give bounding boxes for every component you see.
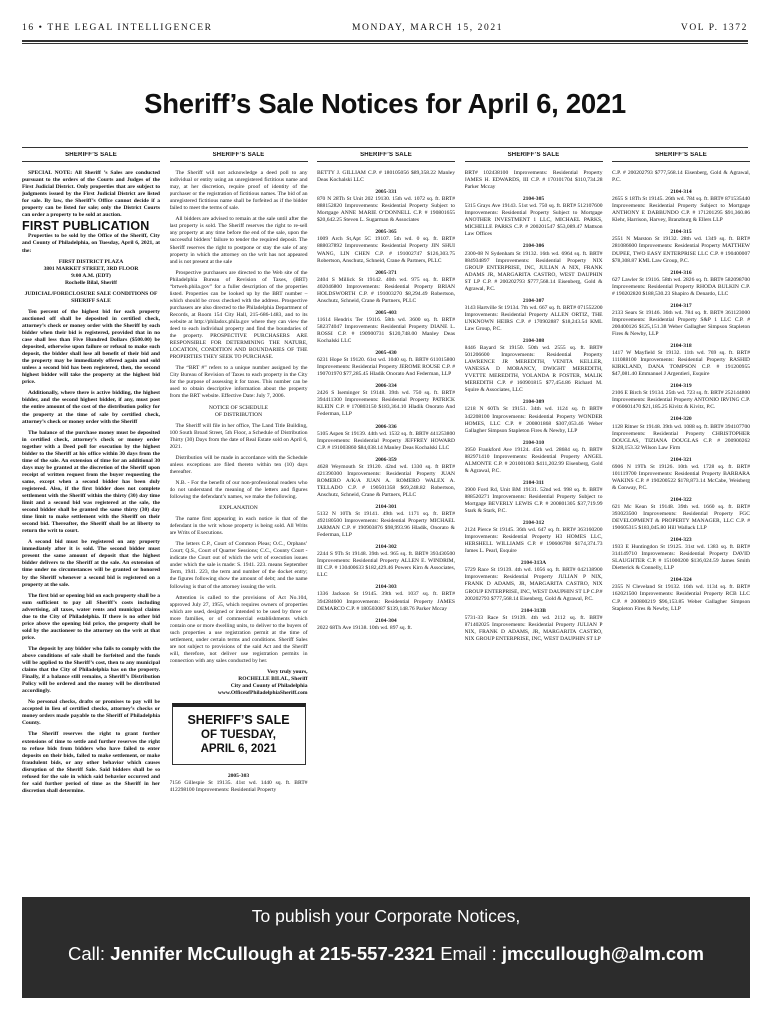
listing-text: 1933 E Huntingdon St 19125. 31st wd. 1383 sq. ft. BRT# 314149710 Improvements: Residential Property DAVID SLAUGHTER C.P. # 151000200 $136,024.59 James Smith Dietterick & Connelly, LLP [612,544,750,572]
listing-text: 5731-33 Race St 19139. 4th wd. 2112 sq. ft. BRT# 871402025 Improvements: Residential Property JULIAN P NIX, FRANK D ADAMS, JR, MARGARITA CASTRO, NIX GROUP ENTERPRISE, INC, WEST DAUPHIN ST LP [464,614,603,642]
property-listing [612,537,750,572]
listing-text: 2655 S 18Th St 19145. 26th wd. 784 sq. ft. BRT# 871535440 Improvements: Residential Property Subject to Mortgage ANTHONY E DABBUNDO C.P. # 171201295 $91,360.86 Klehr, Harrison, Harvey, Branzburg & Ellers LLP [612,196,750,224]
column-header: SHERIFF’S SALE [317,152,455,162]
conditions-title: JUDICIAL/FORECLOSURE SALE CONDITIONS OF SHERIFF SALE [24,290,158,304]
title-rule [22,147,748,148]
property-listing [465,298,603,333]
property-listing [465,440,603,475]
sale-location [22,259,160,287]
listing-text: 2355 N Cleveland St 19132. 16th wd. 1134 sq. ft. BRT# 162021500 Improvements: Residential Property RCB LLC C.P. # 200800219 $96,153.85 Weber Gallagher Simpson Stapleton Fires & Newby, LLP [612,584,750,612]
listing-number: 2005-430 [375,350,397,357]
property-listing [465,243,603,292]
property-listing [612,229,750,264]
column-header: SHERIFF’S SALE [22,152,160,162]
signoff-line: ROCHELLE BILAL, Sheriff [238,676,308,683]
property-listing [612,457,750,492]
condition-paragraph: The balance of the purchase money must be deposited in certified check, attorney’s check or money order together with a Deed poll for execution by the highest bidder to the Sheriff at his office within 30 days from the time of the sale. An extension of time for an additional 30 days may be granted at the discretion of the Sheriff upon receipt of written request from the buyer requesting the same, except when a second bidder has been duly registered. Also, if the first bidder does not complete settlement with the Sheriff within the thirty (30) day time limit and a second bid was registered at the sale, the second bidder shall be granted the same thirty (30) day time limit to make settlement with the Sheriff on their second bid. Thereafter, the Sheriff shall be at liberty to return the writ to court. [22,429,160,535]
listing-number: 2104-306 [522,243,545,250]
listing-number: 2104-324 [670,577,692,584]
listing-text: 3900 Ford Rd, Unit BM 19131. 52nd wd. 998 sq. ft. BRT# 888520271 Improvements: Residential Property Subject to Mortgage BEVERLY LEWIS C.P. # 200801305 $37,719.99 Stark & Stark, P.C. [464,486,603,515]
listing-number: 2005-303 [227,773,250,780]
ad-call-label: Call: [68,943,111,964]
column-header: SHERIFF’S SALE [170,152,308,162]
listing-text: 1336 Jackson St 19145. 39th wd. 1037 sq. ft. BRT# 394284600 Improvements: Residential Property JAMES DEMARCO C.P. # 180503087 $139,148.76 Parker Mccay [317,591,455,612]
listing-number: 2104-310 [522,439,545,446]
running-head [22,23,748,35]
box-line: APRIL 6, 2021 [200,743,277,756]
listing-text: 2133 Sears St 19146. 36th wd. 784 sq. ft. BRT# 361123000 Improvements: Residential Property S&P 1 LLC C.P. # 200400126 $125,151.38 Weber Gallagher Simpson Stapleton Fires & Newby, LLP [612,309,750,337]
listing-text: 3950 Frankford Ave 19124. 45th wd. 28684 sq. ft. BRT# 882971410 Improvements: Residential Property ANGEL ALMONTE C.P. # 201001083 $411,202.99 Eisenberg, Gold & Agrawal, P.C. [464,446,603,474]
property-listing [612,577,750,612]
listing-text: 2300-08 N Sydenham St 19132. 16th wd. 6964 sq. ft. BRT# 884934897 Improvements: Residential Property NIX GROUP ENTERPRISE, INC, JULIAN A NIX, FRANK ADAMS JR, MARGARITA CASTRO, WEST DAUPHIN ST LP C.P. # 200202793 $777,568.14 Eisenberg, Gold & Agrawal, P.C. [464,250,603,292]
notice-paragraph: N.B. - For the benefit of our non-professional readers who do not understand the meaning of the letters and figures following the defendant’s names, we make the following. [169,479,308,501]
property-listing [612,497,750,532]
location-line: 9:00 A.M. (EDT) [71,272,111,279]
listing-number: 2005-331 [375,189,397,196]
notice-title [170,405,308,419]
listing-number: 2104-317 [670,302,692,309]
listing-text: 1009 Arch St,Apt 5C 19107. 5th wd. 0 sq. ft. BRT# 888037892 Improvements: Residential Property JIN SHUI WANG, LIN CHEN C.P. # 191002747 $126,303.75 Robertson, Anschutz, Schneid, Crane & Partners, PLLC [317,236,455,264]
sheriff-signoff [170,669,308,697]
corporate-notices-ad [22,897,750,998]
column-2 [170,152,308,894]
listing-text: 2404 S Millick St 19142. 40th wd. 975 sq. ft. BRT# 402046800 Improvements: Residential Property BRIAN HOLDSWORTH C.P. # 191003270 $8,294.49 Robertson, Anschutz, Schneid, Crane & Partners, PLLC [317,276,455,304]
condition-paragraph: The first bid or opening bid on each property shall be a sum sufficient to pay all Sheriff’s costs including advertising, all taxes, water rents and municipal claims due to the City of Philadelphia. If there is no other bid price above the opening bid price, the property shall be sold by the auctioneer to the attorney on the writ at that price. [22,592,160,641]
listing-text: 7156 Gillespie St 19135. 41st wd. 1440 sq. ft. BRT# 412298100 Improvements: Residential Property [169,780,308,794]
listing-text: 870 N 28Th St Unit 202 19130. 15th wd. 1072 sq. ft. BRT# 888152820 Improvements: Residential Property Subject to Mortgage ANNE MARIE O’DONNELL C.P. # 190801655 $20,642.25 Steven L. Sugarman & Associates [317,196,455,224]
condition-paragraph: Ten percent of the highest bid for each property auctioned off shall be deposited in certified check, attorney’s check or money order with the Sheriff by each bidder when their bid is registered, provided that in no case shall less than Five Hundred Dollars ($500.00) be deposited, otherwise upon failure or refusal to make such deposit, the bidder shall lose all benefit of their bid and the property may be immediately offered again and sold unless a second bid has been registered, then, the second highest bidder will take the property at the highest bid price. [22,308,160,386]
location-line: Rochelle Bilal, Sheriff [65,279,117,286]
listing-number: 2005-403 [375,309,397,316]
listing-number: 2104-304 [375,617,397,624]
property-listing [465,560,603,602]
condition-paragraph: The Sheriff will not acknowledge a deed poll to any individual or entity using an unregistered fictitious name and may, at her discretion, require proof of identity of the purchaser or the registration of fictitious names. The bid of an unregistered fictitious name shall be forfeited as if the bidder failed to meet the terms of sale. [169,170,308,212]
location-line: 3801 MARKET STREET, 3RD FLOOR [43,265,139,272]
condition-paragraph: The deposit by any bidder who fails to comply with the above conditions of sale shall be forfeited and the funds will be applied to the Sheriff’s cost, then to any municipal claims that the City of Philadelphia has on the property. Finally, if a balance still remains, a Sheriff’s Distribution Policy will be ordered and the money will be distributed accordingly. [22,645,160,695]
special-note: SPECIAL NOTE: All Sheriff ’s Sales are conducted pursuant to the orders of the Courts and Judges of the First Judicial District. Only properties that are subject to judgments issued by the First Judicial District are listed for sale. By law, the Sheriff’s Office cannot decide if a property can be listed for sale; only the District Courts can order a property to be sold at auction. [22,170,160,219]
property-listing [317,424,455,452]
property-listing [612,270,750,298]
listing-number: 2104-319 [670,383,692,390]
column-1 [22,152,160,894]
listing-number: 2104-312 [522,520,545,527]
header-rule-thin [22,43,748,44]
listing-text: BRT# 102438100 Improvements: Residential Property JAMES H. EDWARDS, III C.P. # 170101704 $110,734.28 Parker Mccay [464,170,603,191]
condition-paragraph: Prospective purchasers are directed to the Web site of the Philadelphia Bureau of Revision of Taxes, (BRT) “brtweb.phila.gov” for a fuller description of the properties listed. Properties can be looked up by the BRT number – which should be cross checked with the address. Prospective purchasers are also directed to the Philadelphia Department of Records, at Room 154 City Hall, 215-686-1483, and to its website at http://philadox.phila.gov where they can view the deed to each individual property and find the boundaries of the property. PROSPECTIVE PURCHASERS ARE RESPONSIBLE FOR DETERMINING THE NATURE, LOCATION, CONDITION AND BOUNDARIES OF THE PROPERTIES THEY SEEK TO PURCHASE. [169,269,308,361]
column-3 [317,152,455,894]
column-4 [465,152,603,894]
condition-paragraph: No personal checks, drafts or promises to pay will be accepted in lieu of certified checks, attorney’s checks or money orders made payable to the Sheriff of Philadelphia County. [22,699,160,727]
listing-text: 11614 Hendrix Ter 19116. 58th wd. 3600 sq. ft. BRT# 582374047 Improvements: Residential Property DIANE L. ROSSI C.P. # 190900731 $120,748.00 Manley Deas Kochalski LLC [317,316,455,345]
page-and-publication: 16 • THE LEGAL INTELLIGENCER [22,23,213,33]
listing-number: 2006-334 [375,383,397,390]
listing-text: 627 Lawler St 19116. 58th wd. 2826 sq. ft. BRT# 582098700 Improvements: Residential Property RHODA BULKIN C.P. # 190202820 $188,530.23 Shapiro & Denardo, LLC [612,276,750,297]
listing-number: 2104-301 [375,503,397,510]
ad-headline: To publish your Corporate Notices, [251,906,521,926]
issue-date: MONDAY, MARCH 15, 2021 [352,23,504,33]
listing-text: 5729 Race St 19139. 4th wd. 1056 sq. ft. BRT# 042138900 Improvements: Residential Property JULIAN P NIX, FRANK D ADAMS, JR, MARGARITA CASTRO, NIX GROUP ENTERPRISE, INC, WEST DAUPHIN ST LP C.P.# 200202793 $777,568.14 Eisenberg, Gold & Agrawal, P.C. [464,567,603,602]
explanation-paragraph: The letters C.P., Court of Common Pleas; O.C., Orphans’ Court; Q.S., Court of Quarter Sessions; C.C., County Court - indicate the Court out of which the writ of execution issues under which the sale is made: S. 1941. 223. means September Term, 1941. 223, the term and number of the docket entry; the figures following show the amount of debt; and the name following is that of the attorney issuing the writ. [169,541,308,590]
listing-number: 2104-318 [670,343,692,350]
property-listing [317,350,455,378]
sale-date-box [172,703,306,765]
listing-text: 2022 68Th Ave 19138. 10th wd. 897 sq. ft. [317,624,413,631]
ad-email-label: Email : [435,943,502,964]
listing-text: 2124 Pierce St 19145. 36th wd. 647 sq. ft. BRT# 363160200 Improvements: Residential Property H3 HOMES LLC, HERSHELL WILLIAMS C.P. # 190606708 $174,374.73 James L. Pearl, Esquire [464,527,603,555]
listing-text: BETTY J. GILLIAM C.P. # 180105056 $89,358.22 Manley Deas Kochalski LLC [317,170,455,184]
signoff-line: Very truly yours, [267,669,308,676]
property-listing [612,343,750,378]
listing-text: 2106 E Birch St 19134. 25th wd. 723 sq. ft. BRT# 252144800 Improvements: Residential Property ANTONIO IRVING C.P. # 060601470 $21,185.25 Kivitz & Kivitz, P.C. [612,390,750,411]
listing-number: 2104-315 [670,229,692,236]
listing-text: 5105 Aspen St 19139. 44th wd. 1532 sq. ft. BRT# 441253800 Improvements: Residential Property JEFFREY HOWARD C.P. # 191003860 $84,038.14 Manley Deas Kochalski LLC [317,430,455,451]
notice-paragraph: The Sheriff will file in her office, The Land Title Building, 100 South Broad Street, 5th Floor, a Schedule of Distribution Thirty (30) Days from the date of Real Estate sold on April 6, 2021. [169,422,308,450]
explanation-title: EXPLANATION [219,505,258,512]
listing-number: 2005-365 [375,229,397,236]
property-listing [465,399,603,434]
property-listing [317,457,455,499]
ad-contact-line [22,943,750,965]
notice-columns [22,152,750,894]
property-listing [317,383,455,418]
listing-text: 8446 Bayard St 19150. 50th wd. 2555 sq. ft. BRT# 501206600 Improvements: Residential Property LAWRENCE JR MEREDITH, VENITA KELLER, VANESSA D MORANCY, DWIGHT MEREDITH, YVETTE MEREDITH, YOLANDA R FOSTER, MALIK MEREDITH C.P. # 160901815 $77,454.86 Richard M. Squire & Associates, LLC [464,345,603,394]
explanation-paragraph: The name first appearing in each notice is that of the defendant in the writ whose property is being sold. All Writs are Writs of Executions. [169,516,308,537]
listing-text: 4628 Weymouth St 19120. 42nd wd. 1330 sq. ft BRT# 421390300 Improvements: Residential Property JUAN ROMERO A/K/A JUAN A. ROMERO WALEX A. TELLADO C.P. # 190501358 $69,248.82 Robertson, Anschutz, Schneid, Crane & Partners, PLLC [317,463,455,498]
listing-number: 2104-321 [670,456,692,463]
header-rule [22,40,748,42]
page-title: Sheriff’s Sale Notices for April 6, 2021 [144,88,626,119]
notice-title-line: OF DISTRIBUTION [214,411,263,418]
column-5 [612,152,750,894]
ad-contact-name-phone: Jennifer McCullough at 215-557-2321 [110,943,436,964]
listing-text: C.P. # 200202793 $777,568.14 Eisenberg, Gold & Agrawal, P.C. [612,170,750,184]
listing-number: 2104-302 [375,544,397,551]
property-listing [612,170,750,184]
property-listing [465,196,603,238]
listing-text: 2426 S Iseminger St 19148. 39th wd. 750 sq. ft. BRT# 394411300 Improvements: Residential Property PATRICK KLEIN C.P. # 170803150 $183,364.10 Hladik Onorato And Federman, LLP [317,390,455,418]
property-listing [317,618,455,632]
property-listing [317,189,455,224]
condition-paragraph: The Sheriff reserves the right to grant further extensions of time to settle and further reserves the right to refuse bids from bidders who have failed to enter deposits on their bids, failed to make settlement, or make fraudulent bids, or any other behavior which causes disruption of the Sheriff Sale. Said bidders shall be so refused for the sale in which said behavior occurred and for said further period of time as the Sheriff in her discretion shall determine. [22,731,160,794]
listing-text: 6906 N 19Th St 19126. 10th wd. 1728 sq. ft. BRT# 101119700 Improvements: Residential Property BARBARA WAKINS C.P. # 190200522 $178,873.14 McCabe, Weisberg & Conway, P.C. [612,463,750,491]
publication-title: FIRST PUBLICATION [22,219,150,234]
property-listing [465,170,603,191]
location-line: FIRST DISTRICT PLAZA [58,258,124,265]
notice-paragraph: Distribution will be made in accordance with the Schedule unless exceptions are filed thereto within ten (10) days thereafter. [169,454,308,475]
condition-paragraph: All bidders are advised to remain at the sale until after the last property is sold. The Sheriff reserves the right to re-sell any property at any time before the end of the sale, upon the successful bidders’ failure to tender the required deposit. The Sheriff reserves the right to postpone or stay the sale of any property in which the attorney on the writ has not appeared and is not present at the sale [169,216,308,265]
box-line: SHERIFF’S SALE [187,713,290,728]
property-listing [612,416,750,451]
property-listing [465,338,603,394]
property-listing [317,504,455,539]
signoff-link[interactable]: www.OfficeofPhiladelphiaSheriff.com [217,690,308,697]
ad-email-link[interactable]: jmccullough@alm.com [501,943,704,964]
property-listing [317,229,455,264]
signoff-line: City and County of Philadelphia [230,683,308,690]
listing-text: 5315 Grays Ave 19143. 51st wd. 750 sq. ft. BRT# 512107600 Improvements: Residential Property Subject to Mortgage ANOTHER INVESTMENT 1 LLC, MICHAEL PARKS, MICHELLE PARKS C.P. # 200201547 $53,089.47 Mattson Law Offices [464,203,603,238]
property-listing [465,480,603,515]
listing-text: 5132 N 10Th St 19141. 49th wd. 1171 sq. ft. BRT# 492180500 Improvements: Residential Property MICHAEL JARMAN C.P. # 190903876 $98,993.96 Hladik, Onorato & Federman, LLP [317,511,455,539]
listing-number: 2104-322 [670,496,692,503]
listing-text: 6231 Hope St 19120. 61st wd. 1040 sq. ft. BRT# 611015800 Improvements: Residential Property JEROME ROUSE C.P. # 190701970 $77,285.45 Hladik Onorato And Federman, LLP [317,357,455,378]
property-listing [612,303,750,338]
condition-paragraph: A second bid must be registered on any property immediately after it is sold. The second bidder must present the same amount of deposit that the highest bidder delivers to the Sheriff at the sale. An extension of time under no circumstances will be granted or honored by the Sheriff whenever a second bid is registered on a property at the sale. [22,539,160,588]
property-listing [317,270,455,305]
listing-number: 2104-309 [522,399,545,406]
listing-number: 2006-359 [375,456,397,463]
listing-text: 2244 S 9Th St 19148. 39th wd. 965 sq. ft. BRT# 393430500 Improvements: Residential Property ALLEN E. WINDRIM, III C.P. # 130400633 $182,429.46 Powers Kirn & Associates, LLC [317,551,455,579]
property-listing [170,773,308,794]
listing-number: 2104-314 [670,189,692,196]
property-listing [317,544,455,579]
listing-text: 1218 N 60Th St 19151. 34th wd. 1124 sq. ft BRT# 342208100 Improvements: Residential Property WONDER HOMES, LLC C.P. # 200801868 $307,053.46 Weber Gallagher Simpson Stapleton Fires & Newby, LLP [464,406,603,434]
listing-number: 2104-311 [523,479,544,486]
listing-number: 2104-313A [520,560,547,567]
property-listing [612,383,750,411]
listing-text: 1128 Ritner St 19148. 39th wd. 1088 sq. ft. BRT# 394107700 Improvements: Residential Property CHRISTOPHER DOUGLAS, TIZIANA DOUGLAS C.P. # 200900262 $128,153.32 Wilson Law Firm [612,423,750,451]
condition-paragraph: The “BRT #” refers to a unique number assigned by the City Bureau of Revision of Taxes to each property in the City for the purpose of assessing it for taxes. This number can be used to obtain descriptive information about the property from the BRT website. Effective Date: July 7, 2006. [169,365,308,400]
listing-number: 2104-320 [670,416,692,423]
listing-number: 2104-313B [521,607,546,614]
listing-number: 2104-303 [375,584,397,591]
listing-text: 621 Mc Kean St 19148. 39th wd. 1660 sq. ft. BRT# 393023500 Improvements: Residential Property FGC DEVELOPMENT & PROPERTY MANAGER, LLC C.P. # 190605315 $183,045.80 Hill Wallack LLP [612,503,750,532]
listing-number: 2005-371 [375,269,397,276]
box-line: OF TUESDAY, [201,729,276,742]
listing-number: 2006-336 [375,423,397,430]
notice-title-line: NOTICE OF SCHEDULE [208,404,269,411]
listing-text: 3143 Hartville St 19134. 7th wd. 667 sq. ft. BRT# 071552200 Improvements: Residential Property ALLEN ORTIZ, THE UNKNOWN HEIRS C.P. # 170902887 $18,243.54 KML Law Group, P.C. [464,304,603,332]
property-listing [465,520,603,555]
condition-paragraph: Additionally, where there is active bidding, the highest bidder, and the second highest bidder, if any, must post the entire amount of the cost of the distribution policy for the property at the time of sale by certified check, attorney’s check or money order with the Sheriff [22,390,160,425]
property-listing [317,170,455,184]
property-listing [317,584,455,612]
property-listing [612,189,750,224]
property-listing [465,608,603,643]
listing-text: 1417 W Mayfield St 19132. 11th wd. 769 sq. ft. BRT# 111088100 Improvements: Residential Property RASHID KIRKLAND, DANA TOMPSON C.P. # 191200955 $47,081.40 Emmanuel J Argentieri, Esquire [612,350,750,378]
column-header: SHERIFF’S SALE [612,152,750,162]
column-header: SHERIFF’S SALE [465,152,603,162]
listing-number: 2104-308 [522,338,545,345]
sale-intro: Properties to be sold by the Office of the Sheriff, City and County of Philadelphia, on Tuesday, April 6, 2021, at the: [22,233,160,254]
explanation-paragraph: Attention is called to the provisions of Act No.104, approved July 27, 1955, which requires owners of properties which are used, designed or intended to be used by three or more families, or of commercial establishments which contain one or more dwelling units, to deliver to the buyers of such properties a use registration permit at the time of settlement, under certain terms and conditions. Sheriff Sales are not subject to provisions of the said Act and the Sheriff will, therefore, not deliver use registration permits in connection with any sales conducted by her. [169,594,308,664]
listing-number: 2104-323 [670,537,692,544]
volume-page: VOL P. 1372 [680,23,748,33]
listing-number: 2104-307 [522,297,545,304]
listing-text: 2551 N Marston St 19132. 28th wd. 1349 sq. ft. BRT# 281086600 Improvements: Residential Property MATTHEW DUPEE, TWO EASY ENTERPRISE LLC C.P. # 190400007 $78,308.87 KML Law Group, P.C. [612,236,750,264]
property-listing [317,310,455,345]
listing-number: 2104-316 [670,269,692,276]
listing-number: 2104-305 [522,196,545,203]
